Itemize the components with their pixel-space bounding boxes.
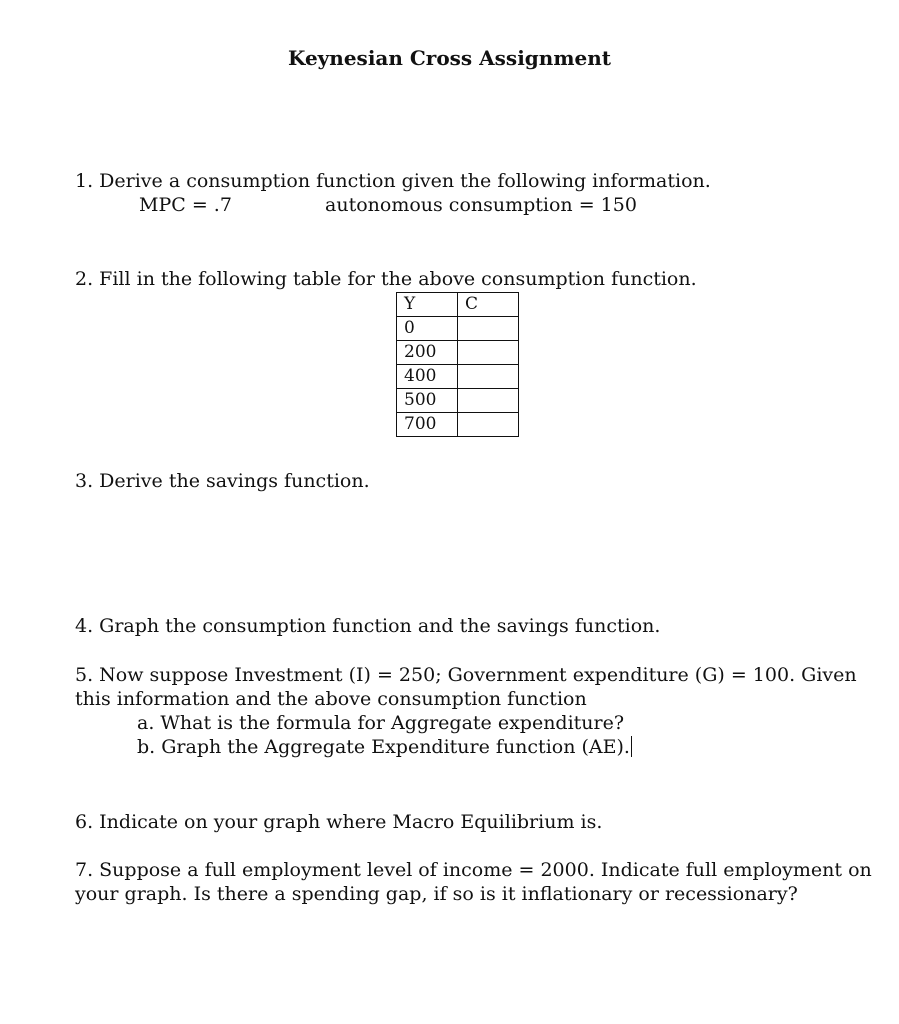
autonomous-consumption-value: autonomous consumption = 150 <box>325 194 637 216</box>
table-row <box>397 389 519 413</box>
table-cell-c[interactable] <box>458 389 519 413</box>
question-7-line-2: your graph. Is there a spending gap, if so is it inflationary or recessionary? <box>75 883 798 905</box>
text-cursor <box>631 736 633 757</box>
table-header-row <box>397 293 519 317</box>
mpc-value: MPC = .7 <box>139 194 232 216</box>
table-header-c: C <box>458 293 519 317</box>
table-cell-y: 200 <box>397 341 458 365</box>
table-cell-y: 0 <box>397 317 458 341</box>
question-4: 4. Graph the consumption function and the savings function. <box>75 615 661 637</box>
question-5-line-1: 5. Now suppose Investment (I) = 250; Government expenditure (G) = 100. Given <box>75 664 857 686</box>
table-cell-y: 400 <box>397 365 458 389</box>
table-row <box>397 341 519 365</box>
table-cell-c[interactable] <box>458 341 519 365</box>
question-6: 6. Indicate on your graph where Macro Equilibrium is. <box>75 811 603 833</box>
question-5-line-2: this information and the above consumption function <box>75 688 587 710</box>
consumption-table <box>396 292 519 437</box>
table-cell-y: 700 <box>397 413 458 437</box>
question-2: 2. Fill in the following table for the above consumption function. <box>75 268 697 290</box>
question-5a: a. What is the formula for Aggregate expenditure? <box>137 712 625 734</box>
table-cell-c[interactable] <box>458 317 519 341</box>
table-cell-c[interactable] <box>458 365 519 389</box>
table-cell-c[interactable] <box>458 413 519 437</box>
table-cell-y: 500 <box>397 389 458 413</box>
table-row <box>397 317 519 341</box>
question-5b: b. Graph the Aggregate Expenditure function (AE). <box>137 736 630 758</box>
table-row <box>397 365 519 389</box>
question-7-line-1: 7. Suppose a full employment level of income = 2000. Indicate full employment on <box>75 859 872 881</box>
question-1: 1. Derive a consumption function given the following information. <box>75 170 711 192</box>
question-5b-line[interactable] <box>137 735 632 759</box>
page-title: Keynesian Cross Assignment <box>288 46 611 70</box>
table-header-y: Y <box>397 293 458 317</box>
table-row <box>397 413 519 437</box>
question-3: 3. Derive the savings function. <box>75 470 370 492</box>
